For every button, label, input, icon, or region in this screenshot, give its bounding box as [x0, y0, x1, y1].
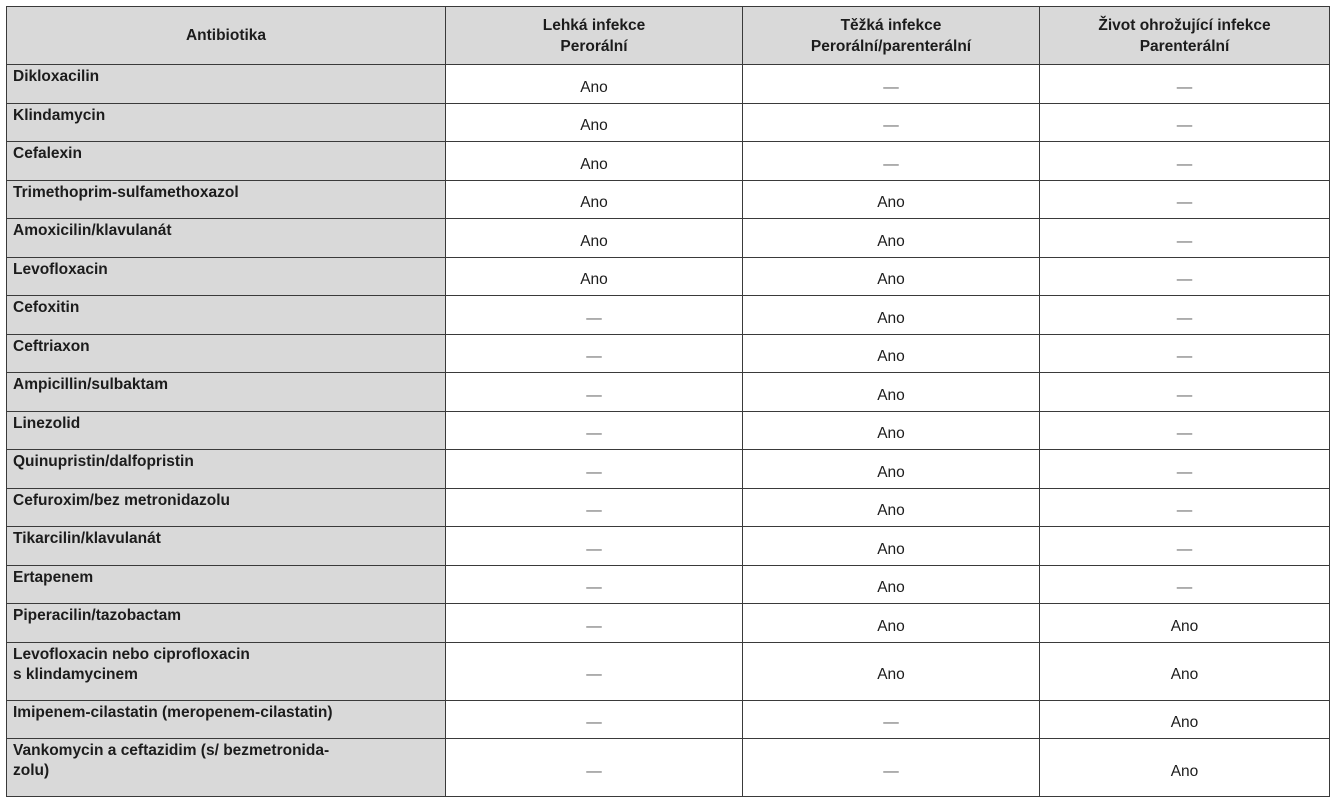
lehka-infekce-cell: —	[446, 450, 743, 489]
tezka-infekce-cell: Ano	[743, 450, 1040, 489]
zivot-ohrozujici-infekce-cell: —	[1040, 411, 1330, 450]
tezka-infekce-cell: Ano	[743, 296, 1040, 335]
antibiotic-name-cell	[7, 219, 446, 258]
antibiotic-name-line: Linezolid	[13, 414, 81, 432]
table-row	[7, 257, 1330, 296]
antibiotic-name-line: Tikarcilin/klavulanát	[13, 530, 161, 547]
lehka-infekce-cell: —	[446, 642, 743, 700]
tezka-infekce-cell: Ano	[743, 180, 1040, 219]
antibiotic-name-line: Cefalexin	[13, 145, 82, 162]
antibiotic-name-cell	[7, 334, 446, 373]
zivot-ohrozujici-infekce-cell: —	[1040, 450, 1330, 489]
lehka-infekce-cell: —	[446, 296, 743, 335]
table-row	[7, 296, 1330, 335]
antibiotic-name-line: Ceftriaxon	[13, 337, 90, 355]
tezka-infekce-cell: —	[743, 142, 1040, 181]
zivot-ohrozujici-infekce-cell: —	[1040, 373, 1330, 412]
tezka-infekce-cell: Ano	[743, 527, 1040, 566]
antibiotic-name-cell	[7, 450, 446, 489]
tezka-infekce-cell: Ano	[743, 334, 1040, 373]
table-row	[7, 411, 1330, 450]
tezka-infekce-cell: —	[743, 739, 1040, 797]
antibiotic-name-cell	[7, 642, 446, 700]
table-row	[7, 488, 1330, 527]
antibiotic-name-line: s klindamycinem	[13, 665, 138, 683]
lehka-infekce-cell: —	[446, 334, 743, 373]
table-body	[7, 65, 1330, 797]
antibiotic-name-cell	[7, 604, 446, 643]
tezka-infekce-cell: —	[743, 103, 1040, 142]
antibiotic-name-cell	[7, 565, 446, 604]
antibiotic-name-line: Imipenem-cilastatin (meropenem-cilastatin)	[13, 703, 333, 721]
antibiotic-name-line: Dikloxacilin	[13, 68, 100, 85]
tezka-infekce-cell: Ano	[743, 373, 1040, 412]
zivot-ohrozujici-infekce-cell: —	[1040, 219, 1330, 258]
antibiotics-table	[6, 6, 1330, 797]
antibiotic-name-line: Trimethoprim-sulfamethoxazol	[13, 183, 239, 201]
antibiotic-name-line: Quinupristin/dalfopristin	[13, 453, 194, 470]
lehka-infekce-cell: —	[446, 565, 743, 604]
zivot-ohrozujici-infekce-cell: Ano	[1040, 642, 1330, 700]
antibiotic-name-cell	[7, 700, 446, 739]
antibiotic-name-line: Levofloxacin	[13, 260, 108, 278]
table-header-row	[7, 7, 1330, 65]
tezka-infekce-cell: —	[743, 65, 1040, 104]
zivot-ohrozujici-infekce-cell: —	[1040, 257, 1330, 296]
zivot-ohrozujici-infekce-cell: —	[1040, 142, 1330, 181]
zivot-ohrozujici-infekce-cell: —	[1040, 103, 1330, 142]
zivot-ohrozujici-infekce-cell: —	[1040, 334, 1330, 373]
lehka-infekce-cell: Ano	[446, 142, 743, 181]
table-row	[7, 142, 1330, 181]
lehka-infekce-cell: —	[446, 739, 743, 797]
column-header-line: Parenterální	[1139, 37, 1230, 55]
antibiotic-name-cell	[7, 373, 446, 412]
antibiotic-name-cell	[7, 527, 446, 566]
header-lehka-infekce	[446, 7, 743, 65]
table-row	[7, 373, 1330, 412]
header-zivot-ohrozujici-infekce	[1040, 7, 1330, 65]
tezka-infekce-cell: Ano	[743, 257, 1040, 296]
antibiotic-name-cell	[7, 103, 446, 142]
antibiotic-name-line: Cefuroxim/bez metronidazolu	[13, 491, 231, 509]
table-row	[7, 739, 1330, 797]
table-row	[7, 450, 1330, 489]
zivot-ohrozujici-infekce-cell: Ano	[1040, 604, 1330, 643]
column-header-line: Perorální/parenterální	[810, 37, 972, 55]
column-header-line: Lehká infekce	[542, 16, 646, 34]
antibiotic-name-cell	[7, 65, 446, 104]
zivot-ohrozujici-infekce-cell: Ano	[1040, 739, 1330, 797]
table-row	[7, 334, 1330, 373]
antibiotic-name-cell	[7, 411, 446, 450]
zivot-ohrozujici-infekce-cell: —	[1040, 180, 1330, 219]
lehka-infekce-cell: —	[446, 700, 743, 739]
lehka-infekce-cell: —	[446, 604, 743, 643]
antibiotic-name-cell	[7, 739, 446, 797]
table-row	[7, 219, 1330, 258]
table-row	[7, 565, 1330, 604]
lehka-infekce-cell: —	[446, 488, 743, 527]
zivot-ohrozujici-infekce-cell: —	[1040, 488, 1330, 527]
table-row	[7, 700, 1330, 739]
zivot-ohrozujici-infekce-cell: —	[1040, 296, 1330, 335]
antibiotic-name-line: zolu)	[13, 762, 50, 779]
table-row	[7, 65, 1330, 104]
antibiotic-name-cell	[7, 180, 446, 219]
lehka-infekce-cell: —	[446, 527, 743, 566]
antibiotic-name-cell	[7, 488, 446, 527]
table-row	[7, 527, 1330, 566]
tezka-infekce-cell: Ano	[743, 604, 1040, 643]
tezka-infekce-cell: Ano	[743, 565, 1040, 604]
lehka-infekce-cell: Ano	[446, 65, 743, 104]
column-header-line: Život ohrožující infekce	[1098, 16, 1271, 34]
zivot-ohrozujici-infekce-cell: —	[1040, 565, 1330, 604]
antibiotic-name-line: Piperacilin/tazobactam	[13, 607, 181, 624]
antibiotic-name-cell	[7, 257, 446, 296]
antibiotic-name-line: Vankomycin a ceftazidim (s/ bezmetronida-	[13, 742, 330, 759]
table-row	[7, 604, 1330, 643]
zivot-ohrozujici-infekce-cell: Ano	[1040, 700, 1330, 739]
column-header-line: Antibiotika	[185, 27, 267, 44]
table-row	[7, 103, 1330, 142]
antibiotic-name-line: Ertapenem	[13, 568, 94, 586]
zivot-ohrozujici-infekce-cell: —	[1040, 527, 1330, 566]
lehka-infekce-cell: Ano	[446, 219, 743, 258]
lehka-infekce-cell: Ano	[446, 103, 743, 142]
antibiotic-name-line: Klindamycin	[13, 106, 106, 124]
header-tezka-infekce	[743, 7, 1040, 65]
antibiotic-name-line: Amoxicilin/klavulanát	[13, 222, 172, 239]
antibiotic-name-cell	[7, 142, 446, 181]
tezka-infekce-cell: Ano	[743, 411, 1040, 450]
header-antibiotika	[7, 7, 446, 65]
lehka-infekce-cell: —	[446, 373, 743, 412]
table-row	[7, 642, 1330, 700]
tezka-infekce-cell: Ano	[743, 488, 1040, 527]
zivot-ohrozujici-infekce-cell: —	[1040, 65, 1330, 104]
antibiotic-name-line: Cefoxitin	[13, 299, 80, 316]
lehka-infekce-cell: —	[446, 411, 743, 450]
lehka-infekce-cell: Ano	[446, 257, 743, 296]
antibiotic-name-line: Ampicillin/sulbaktam	[13, 376, 169, 393]
column-header-line: Těžká infekce	[840, 16, 942, 34]
tezka-infekce-cell: Ano	[743, 642, 1040, 700]
antibiotic-name-line: Levofloxacin nebo ciprofloxacin	[13, 645, 250, 663]
tezka-infekce-cell: —	[743, 700, 1040, 739]
column-header-line: Perorální	[560, 37, 628, 55]
table-row	[7, 180, 1330, 219]
tezka-infekce-cell: Ano	[743, 219, 1040, 258]
antibiotic-name-cell	[7, 296, 446, 335]
lehka-infekce-cell: Ano	[446, 180, 743, 219]
